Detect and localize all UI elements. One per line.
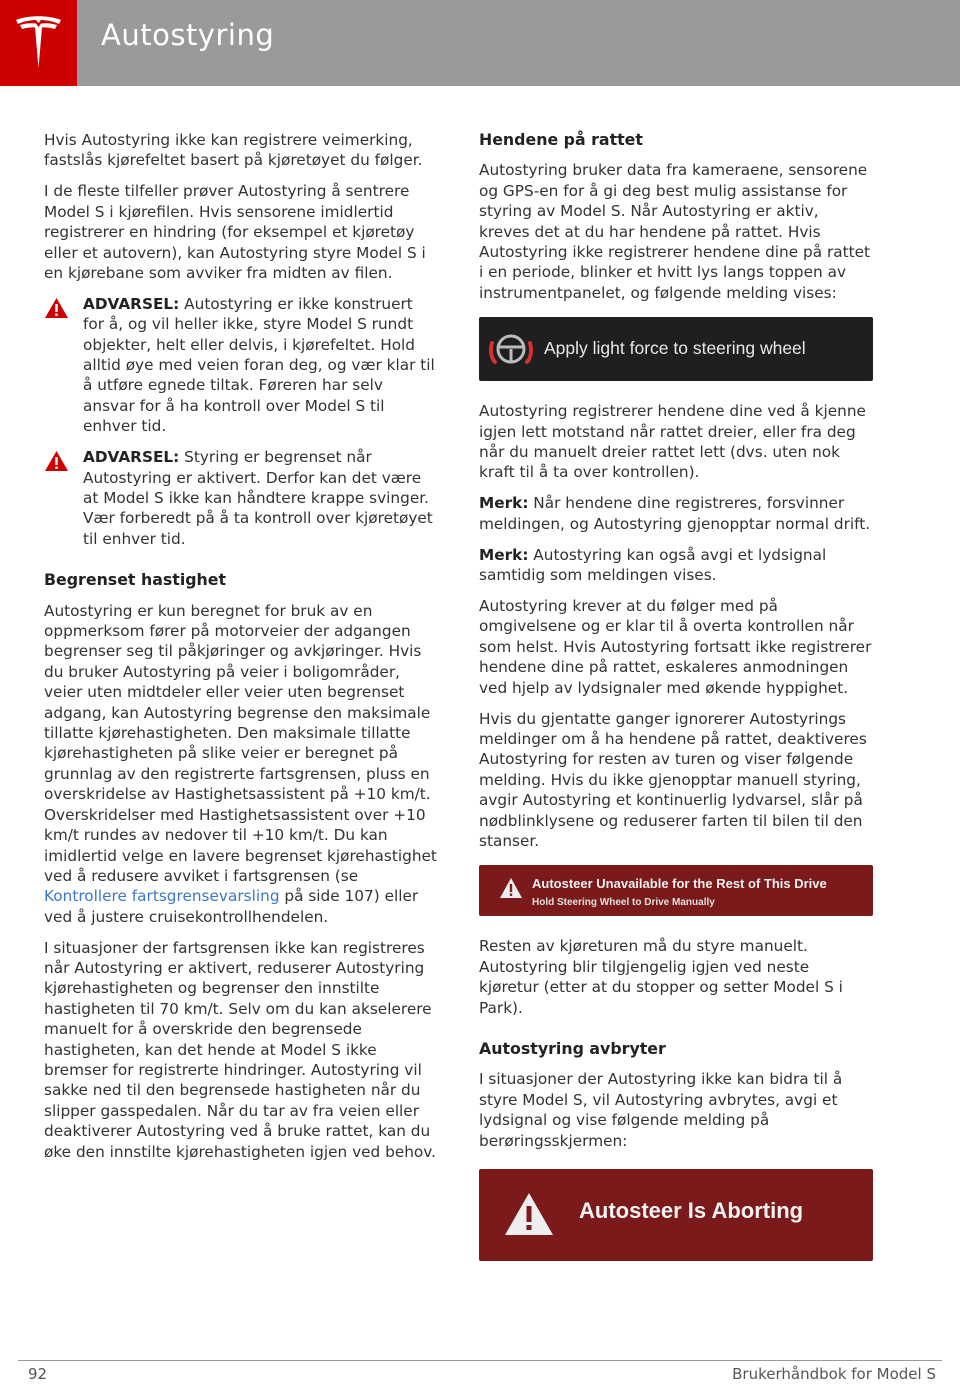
warning-block [44,294,438,437]
note [479,493,873,534]
note-label: Merk: [479,545,529,564]
alert-text: Autosteer Is Aborting [579,1198,804,1224]
paragraph: Hvis du gjentatte ganger ignorerer Autostyrings meldinger om å ha hendene på rattet, deaktiveres Autostyring for resten av turen og viser følgende melding. Hvis du ikke gjenopptar manuell styring, avgir Autostyring et kontinuerlig lydvarsel, slår på nødblinklysene og reduserer farten til bilen til den stanser. [479,709,867,850]
warning-triangle-icon [44,450,69,472]
steering-wheel-alert-image [479,317,873,381]
page-header [0,0,960,86]
warning-triangle-icon [503,1191,555,1237]
page-title: Autostyring [101,18,275,52]
manual-title: Brukerhåndbok for Model S [732,1365,936,1383]
warning-block [44,447,438,549]
paragraph [44,601,438,928]
cross-reference-link[interactable]: Kontrollere fartsgrensevarsling [44,887,280,906]
autosteer-unavailable-alert-image [479,865,873,916]
warning-label: ADVARSEL: [83,448,180,467]
footer-divider [18,1360,942,1361]
section-heading: Hendene på rattet [479,130,643,149]
paragraph: I de fleste tilfeller prøver Autostyring å sentrere Model S i kjørefilen. Hvis sensorene imidlertid registrerer en hindring (for eksempel et kjøretøy eller et autovern), kan Autostyring styre Model S i en kjørebane som avviker fra midten av filen. [44,182,426,282]
alert-text: Apply light force to steering wheel [544,338,806,359]
note-text: Autostyring kan også avgi et lydsignal samtidig som meldingen vises. [479,545,827,585]
paragraph: I situasjoner der fartsgrensen ikke kan registreres når Autostyring er aktivert, reduserer Autostyring kjørehastigheten og begrenser den innstilte hastigheten til 70 km/t. Selv om du kan akselerere manuelt for å overskride den begrensede hastigheten, kan det hende at Model S ikke bremser for registrerte hindringer. Autostyring vil sakke ned til den begrensede hastigheten når du slipper gasspedalen. Når du tar av fra veien eller deaktiverer Autostyring ved å bruke rattet, kan du øke den innstilte kjørehastigheten igjen ved behov. [44,938,437,1161]
page-number: 92 [28,1365,48,1383]
warning-text: Autostyring er ikke konstruert for å, og vil heller ikke, styre Model S rundt objekter, helt eller delvis, i kjørefeltet. Hold alltid øye med veien foran deg, og vær klar til å utføre egnede tiltak. Føreren har selv ansvar for å ha kontroll over Model S til enhver tid. [83,294,435,436]
paragraph: I situasjoner der Autostyring ikke kan bidra til å styre Model S, vil Autostyring avbrytes, avgi et lydsignal og vise følgende melding på berøringsskjermen: [479,1070,843,1150]
note [479,545,873,586]
paragraph-text: på side 107) eller ved å justere cruisekontrollhendelen. [44,887,419,926]
paragraph: Autostyring bruker data fra kameraene, sensorene og GPS-en for å gi deg best mulig assistanse for styring av Model S. Når Autostyring er aktiv, kreves det at du har hendene på rattet. Hvis Autostyring ikke registrerer hendene dine på rattet i en periode, blinker et hvitt lys langs toppen av instrumentpanelet, og følgende melding vises: [479,161,871,302]
paragraph: Resten av kjøreturen må du styre manuelt. Autostyring blir tilgjengelig igjen ved neste kjøretur (etter at du stopper og setter Model S i Park). [479,937,843,1017]
autosteer-aborting-alert-image [479,1169,873,1261]
left-column [44,130,438,1173]
section-heading: Begrenset hastighet [44,570,227,590]
paragraph: Autostyring registrerer hendene dine ved å kjenne igjen lett motstand når rattet dreier, eller fra deg når du manuelt dreier rattet lett (dvs. uten nok kraft til å ta over kontrollen). [479,402,866,482]
paragraph-text: Autostyring er kun beregnet for bruk av en oppmerksom fører på motorveier der adgangen begrenser seg til påkjøringer og avkjøringer. Hvis du bruker Autostyring på veier i boligområder, veier uten midtdeler eller veier uten begrenset adgang, kan Autostyring begrense den maksimale tillatte kjørehastigheten. Den maksimale tillatte kjørehastigheten på slike veier er beregnet på grunnlag av den registrerte fartsgrensen, pluss en overskridelse av Hastighetsassistent på +10 km/t. Overskridelser med Hastighetsassistent over +10 km/t rundes av nedover til +10 km/t. Du kan imidlertid velge en lavere begrenset kjørehastighet ved å redusere avviket i fartsgrensen (se [44,601,437,885]
warning-triangle-icon [499,877,523,899]
alert-title: Autosteer Unavailable for the Rest of This Drive [532,876,827,892]
paragraph: Autostyring krever at du følger med på omgivelsene og er klar til å overta kontrollen når som helst. Hvis Autostyring fortsatt ikke registrerer hendene dine på rattet, eskaleres anmodningen ved hjelp av lydsignaler med økende hyppighet. [479,597,872,697]
note-text: Når hendene dine registreres, forsvinner meldingen, og Autostyring gjenopptar normal drift. [479,494,871,533]
tesla-logo-icon [14,16,63,70]
alert-subtitle: Hold Steering Wheel to Drive Manually [532,897,715,909]
warning-label: ADVARSEL: [83,294,180,313]
warning-triangle-icon [44,297,69,319]
tesla-logo [0,0,77,86]
right-column [479,130,873,1261]
section-heading: Autostyring avbryter [479,1039,666,1058]
note-label: Merk: [479,494,529,513]
paragraph: Hvis Autostyring ikke kan registrere veimerking, fastslås kjørefeltet basert på kjøretøyet du følger. [44,131,423,170]
warning-text: Styring er begrenset når Autostyring er aktivert. Derfor kan det være at Model S ikke kan håndtere krappe svinger. Vær forberedt på å ta kontroll over kjøretøyet til enhver tid. [83,448,433,548]
steering-wheel-hands-icon [489,330,533,368]
